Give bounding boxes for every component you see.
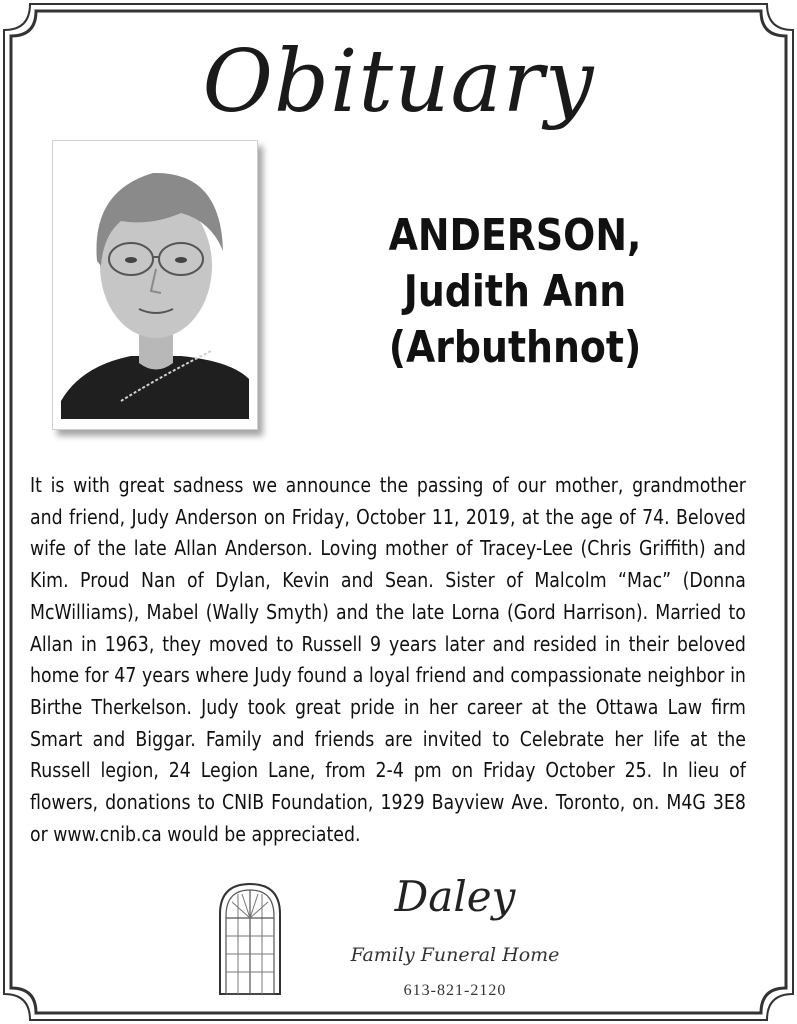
obituary-heading: Obituary [202, 32, 595, 132]
portrait-photo [52, 140, 258, 430]
portrait-photo-icon [61, 151, 249, 419]
funeral-home-phone: 613-821-2120 [403, 982, 507, 999]
obituary-body: It is with great sadness we announce the passing of our mother, grandmother and friend, Judy Anderson on Friday, October 11, 2019, at the age of 74. Beloved wife of the late Allan Anderson. Loving mother of Tracey-Lee (Chris Griffith) and Kim. Proud Nan of Dylan, Kevin and Sean. Sister of Malcolm “Mac” (Donna McWilliams), Mabel (Wally Smyth) and the late Lorna (Gord Harrison). Married to Allan in 1963, they moved to Russell 9 years later and resided in their beloved home for 47 years where Judy found a loyal friend and compassionate neighbor in Birthe Therkelson. Judy took great pride in her career at the Ottawa Law firm Smart and Biggar. Family and friends are invited to Celebrate her life at the Russell legion, 24 Legion Lane, from 2-4 pm on Friday October 25. In lieu of flowers, donations to CNIB Foundation, 1929 Bayview Ave. Toronto, on. M4G 3E8 or www.cnib.ca would be appreciated. [30, 473, 746, 846]
funeral-home-subtitle: Family Funeral Home [350, 944, 560, 966]
arched-window-icon [216, 880, 284, 996]
deceased-name [382, 208, 649, 376]
surname-line: ANDERSON, [388, 210, 642, 261]
given-name-line: Judith Ann [403, 266, 627, 317]
maiden-name-line: (Arbuthnot) [388, 322, 642, 373]
funeral-home-name: Daley [394, 872, 516, 921]
